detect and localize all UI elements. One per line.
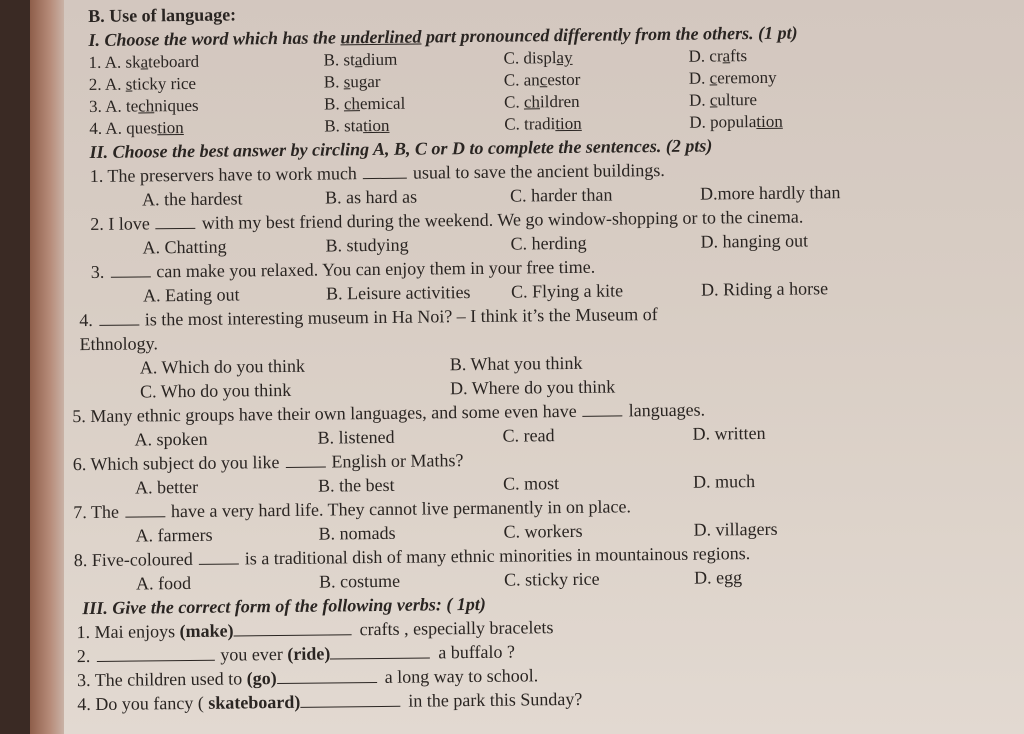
part1-option (504, 113, 582, 136)
option-underlined-part: s (125, 74, 133, 94)
answer-option: B. nomads (318, 522, 396, 544)
option-underlined-part: c (709, 68, 718, 88)
verb-cue: (make) (179, 620, 234, 642)
part1-rows (89, 42, 1020, 140)
option-text: fts (730, 46, 748, 66)
verb-cue: (ride) (287, 643, 331, 664)
answer-blank (233, 618, 351, 636)
answer-option: C. most (502, 473, 560, 494)
option-text: 3. A. te (88, 96, 139, 116)
answer-blank (125, 500, 165, 517)
part1-option (504, 91, 580, 114)
answer-option: A. the hardest (141, 188, 243, 210)
part1-option (689, 67, 777, 90)
part1-option (323, 49, 397, 72)
part2-questions (72, 154, 1024, 596)
question-stem: is a traditional dish of many ethnic minorities in mountainous regions. (244, 543, 751, 569)
question-stem: with my best friend during the weekend. We go window-shopping or to the cinema. (201, 206, 804, 233)
option-text: B. sta (324, 116, 364, 136)
option-underlined-part: tion (756, 111, 783, 132)
answer-option: D. hanging out (700, 230, 809, 252)
question-stem: 4. (79, 309, 93, 331)
question-stem: 1. The preservers have to work much (89, 163, 357, 186)
worksheet-content (72, 0, 1024, 716)
answer-option: D. egg (693, 567, 743, 588)
part1-option (89, 73, 196, 96)
question-stem: 6. Which subject do you like (72, 452, 280, 475)
option-text: D. cr (688, 46, 723, 66)
question-stem: English or Maths? (331, 450, 464, 472)
verb-item-text: 4. Do you fancy ( (77, 692, 209, 715)
option-text: C. displ (503, 48, 557, 68)
option-text: ulture (717, 89, 758, 110)
answer-blank (277, 666, 377, 684)
answer-option: D. Riding a horse (700, 278, 829, 300)
answer-blank (199, 547, 239, 564)
option-text: B. (323, 94, 345, 114)
option-underlined-part: ch (343, 94, 361, 114)
answer-option: A. farmers (135, 524, 213, 546)
answer-blank (156, 212, 196, 229)
option-text: D. popula (689, 112, 757, 132)
verb-item-text: in the park this Sunday? (408, 688, 583, 711)
answer-option: A. Eating out (142, 284, 240, 306)
verb-item-text: a long way to school. (384, 665, 539, 687)
option-text: 2. A. (88, 74, 126, 94)
answer-option: B. Leisure activities (325, 282, 471, 304)
verb-item-text: a buffalo ? (438, 641, 516, 663)
option-text: C. an (503, 70, 540, 90)
option-underlined-part: ch (138, 96, 155, 116)
option-text: emical (359, 93, 406, 114)
option-text: eremony (717, 67, 777, 88)
answer-blank (110, 260, 150, 277)
question-stem: 8. Five-coloured (73, 548, 193, 571)
part1-option (324, 93, 405, 116)
answer-option: D. Where do you think (449, 376, 616, 399)
verb-item-text: you ever (220, 643, 288, 665)
option-underlined-part: tion (362, 115, 390, 136)
section-title: B. Use of language: (88, 4, 237, 26)
part1-option (504, 69, 581, 92)
part3-items (76, 610, 1024, 716)
option-text: C. (503, 92, 524, 112)
part1-option (89, 95, 199, 118)
option-underlined-part: a (354, 50, 363, 70)
answer-blank (99, 308, 139, 325)
option-text: D. (688, 90, 710, 110)
answer-option: B. What you think (449, 352, 583, 375)
part1-option (324, 115, 389, 138)
answer-option: C. read (502, 425, 555, 446)
answer-option: D. much (692, 471, 756, 492)
question-stem: usual to save the ancient buildings. (412, 159, 665, 183)
part1-option (689, 89, 757, 112)
question-stem: is the most interesting museum in Ha Noi? – I think it’s the Museum of (144, 304, 658, 330)
part1-option (89, 51, 200, 74)
answer-option: B. as hard as (324, 186, 418, 208)
option-underlined-part: a (722, 46, 731, 66)
answer-option: B. studying (325, 234, 409, 256)
option-text: C. tradi (504, 114, 556, 134)
answer-blank (583, 399, 623, 416)
option-underlined-part: tion (157, 118, 184, 138)
option-underlined-part: ch (523, 92, 541, 112)
worksheet-page (30, 0, 1024, 734)
answer-option: A. food (135, 572, 192, 594)
answer-option: C. workers (503, 520, 583, 542)
option-text: ildren (539, 91, 580, 112)
part1-option (503, 47, 572, 70)
answer-blank (300, 690, 400, 708)
option-text: teboard (148, 51, 200, 72)
part1-option (324, 71, 381, 94)
option-text: estor (547, 69, 581, 90)
part1-heading-b: part pronounced differently from the others. (1 pt) (421, 22, 798, 47)
answer-option: D.more hardly than (699, 182, 841, 204)
verb-item-text: 1. Mai enjoys (76, 621, 180, 643)
option-underlined-part: s (343, 72, 351, 92)
answer-option: C. sticky rice (503, 568, 600, 590)
answer-option: C. herding (510, 232, 587, 254)
verb-item-text: 2. (76, 646, 91, 667)
option-underlined-part: c (539, 70, 548, 90)
question-continuation: Ethnology. (79, 333, 158, 355)
verb-cue: (go) (246, 668, 277, 689)
option-underlined-part: tion (555, 113, 582, 134)
verb-item (77, 687, 582, 716)
part1-heading-a: I. Choose the word which has the (88, 27, 341, 50)
option-text: B. st (323, 50, 355, 70)
option-text: 1. A. sk (88, 52, 141, 72)
option-text: D. (688, 68, 710, 88)
question-stem: can make you relaxed. You can enjoy them in your free time. (156, 256, 596, 282)
answer-option: A. better (134, 476, 199, 498)
part1-option (689, 111, 783, 134)
part1-heading-underlined: underlined (340, 26, 422, 48)
paper-edge (30, 0, 64, 734)
question-stem: languages. (628, 399, 706, 421)
answer-option: C. Flying a kite (510, 280, 624, 302)
option-text: ticky rice (132, 73, 197, 94)
part1-option (688, 45, 747, 68)
answer-option: C. harder than (509, 184, 613, 206)
answer-blank (285, 451, 325, 468)
part3-heading: III. Give the correct form of the following verbs: ( 1pt) (82, 593, 486, 619)
answer-option: A. Which do you think (139, 355, 306, 378)
option-underlined-part: ay (556, 47, 573, 68)
option-text: dium (362, 49, 398, 70)
option-text: ugar (350, 71, 381, 92)
option-text: niques (154, 95, 199, 116)
answer-option: A. Chatting (142, 236, 227, 258)
option-underlined-part: c (709, 90, 718, 110)
answer-option: D. villagers (693, 518, 778, 540)
option-text: B. (323, 72, 344, 92)
verb-item-text: crafts , especially bracelets (359, 617, 554, 640)
question-stem: 7. The (73, 501, 120, 523)
answer-option: B. listened (317, 426, 395, 448)
answer-blank (96, 644, 214, 662)
answer-option: C. Who do you think (139, 379, 292, 402)
answer-option: B. costume (318, 570, 401, 592)
question-stem: have a very hard life. They cannot live permanently in on place. (170, 496, 632, 522)
verb-item-text: 3. The children used to (76, 668, 247, 691)
question-stem: 5. Many ethnic groups have their own languages, and some even have (72, 400, 577, 427)
option-text: 4. A. ques (89, 118, 158, 138)
answer-option: B. the best (317, 474, 395, 496)
part2-heading: II. Choose the best answer by circling A, B, C or D to complete the sentences. (2 pts) (89, 135, 713, 162)
answer-option: A. spoken (134, 428, 208, 450)
question-stem: 2. I love (90, 213, 150, 234)
answer-blank (330, 641, 430, 659)
answer-blank (363, 162, 407, 179)
part1-option (89, 117, 184, 140)
question-stem: 3. (90, 261, 105, 282)
verb-cue: skateboard) (208, 691, 301, 713)
answer-option: D. written (692, 422, 766, 444)
option-underlined-part: a (140, 52, 149, 72)
